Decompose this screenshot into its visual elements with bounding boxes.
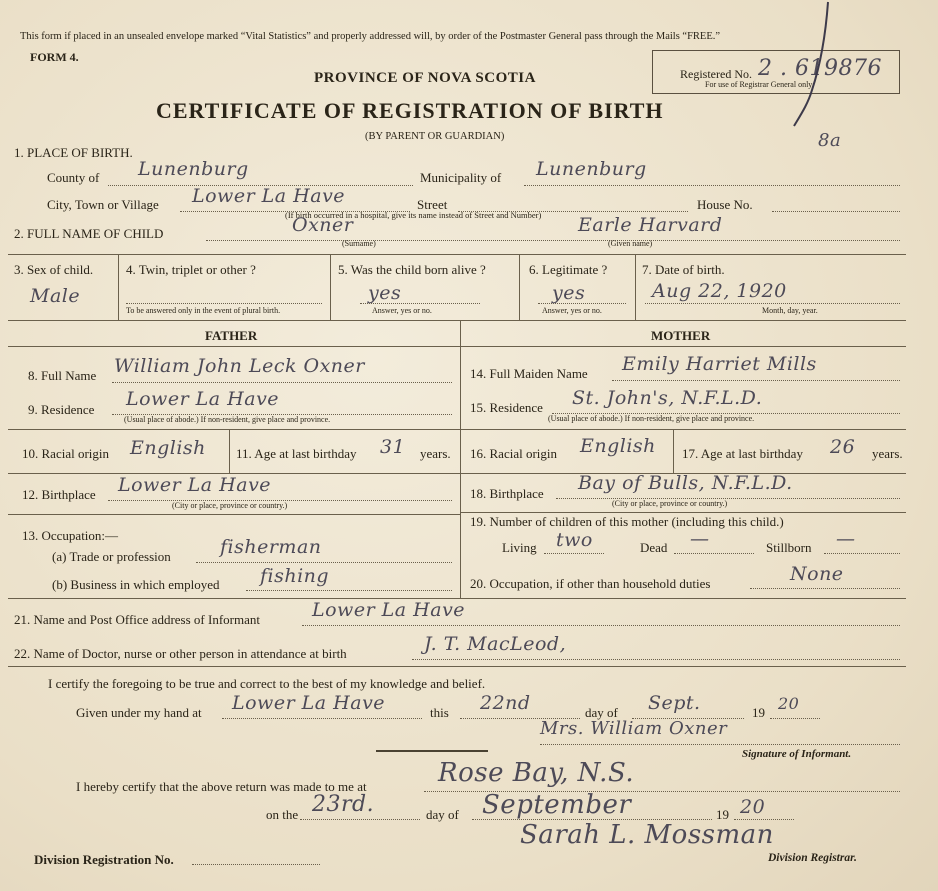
father-name-label: 8. Full Name <box>28 368 97 383</box>
division-registration-label: Division Registration No. <box>34 852 174 867</box>
father-age-value: 31 <box>380 436 406 458</box>
certify-day: 22nd <box>480 692 531 714</box>
child-given-name: Earle Harvard <box>578 214 723 236</box>
registrar-year: 20 <box>740 796 766 818</box>
certify-day-label: day of <box>585 705 618 720</box>
child-name-label: 2. FULL NAME OF CHILD <box>14 226 164 241</box>
living-label: Living <box>502 540 537 555</box>
street-label: Street <box>417 197 448 212</box>
place-heading: 1. PLACE OF BIRTH. <box>14 145 133 160</box>
doctor-value: J. T. MacLeod, <box>424 633 567 655</box>
alive-value: yes <box>368 282 402 304</box>
informant-label: 21. Name and Post Office address of Informant <box>14 612 260 627</box>
province-title: PROVINCE OF NOVA SCOTIA <box>314 70 536 86</box>
father-heading: FATHER <box>205 328 258 343</box>
division-registrar-label: Division Registrar. <box>768 852 857 864</box>
certify-statement: I certify the foregoing to be true and correct to the best of my knowledge and belief. <box>48 676 486 691</box>
mother-name-value: Emily Harriet Mills <box>622 353 817 375</box>
dob-value: Aug 22, 1920 <box>652 280 787 302</box>
father-age-label: 11. Age at last birthday <box>236 446 357 461</box>
twin-label: 4. Twin, triplet or other ? <box>126 262 256 277</box>
registered-number: 2 . 619876 <box>758 56 882 81</box>
mother-birthplace-label: 18. Birthplace <box>470 486 544 501</box>
child-surname: Oxner <box>292 214 354 236</box>
stillborn-label: Stillborn <box>766 540 812 555</box>
mother-birthplace-value: Bay of Bulls, N.F.L.D. <box>578 472 793 494</box>
registrar-signature: Sarah L. Mossman <box>520 820 774 850</box>
registrar-month: September <box>482 790 632 820</box>
mother-residence-label: 15. Residence <box>470 400 543 415</box>
stillborn-value: — <box>836 528 856 550</box>
municipality-label: Municipality of <box>420 170 502 185</box>
registrar-on-label: on the <box>266 807 299 822</box>
father-racial-label: 10. Racial origin <box>22 446 110 461</box>
pen-slash-mark <box>770 0 840 130</box>
sex-label: 3. Sex of child. <box>14 262 94 277</box>
registrar-place: Rose Bay, N.S. <box>438 758 635 788</box>
father-birthplace-label: 12. Birthplace <box>22 487 96 502</box>
given-caption: (Given name) <box>608 239 653 248</box>
form-number: FORM 4. <box>30 50 79 64</box>
postal-notice: This form if placed in an unsealed envelope marked “Vital Statistics” and properly addressed will, by order of the Postmaster General pass through the Mails “FREE.” <box>20 31 721 42</box>
county-label: County of <box>47 170 100 185</box>
certificate-title: CERTIFICATE OF REGISTRATION OF BIRTH <box>156 98 664 123</box>
mother-occupation-value: None <box>790 563 844 585</box>
children-label: 19. Number of children of this mother (including this child.) <box>470 514 784 529</box>
informant-signature-label: Signature of Informant. <box>742 748 852 760</box>
legitimate-label: 6. Legitimate ? <box>529 262 608 277</box>
legitimate-note: Answer, yes or no. <box>542 306 602 315</box>
father-racial-value: English <box>130 437 206 459</box>
mother-racial-value: English <box>580 435 656 457</box>
surname-caption: (Surname) <box>342 239 376 248</box>
registrar-note: For use of Registrar General only. <box>705 80 814 89</box>
registrar-statement: I hereby certify that the above return was made to me at <box>76 779 367 794</box>
registrar-day-label: day of <box>426 807 459 822</box>
mother-age-label: 17. Age at last birthday <box>682 446 803 461</box>
dob-note: Month, day, year. <box>762 306 818 315</box>
hospital-note: (If birth occurred in a hospital, give its name instead of Street and Number) <box>285 210 542 220</box>
county-value: Lunenburg <box>138 158 249 180</box>
certificate-subtitle: (BY PARENT OR GUARDIAN) <box>365 131 505 142</box>
alive-label: 5. Was the child born alive ? <box>338 262 486 277</box>
father-birthplace-value: Lower La Have <box>118 474 272 496</box>
mother-residence-value: St. John's, N.F.L.D. <box>572 387 763 409</box>
informant-value: Lower La Have <box>312 599 466 621</box>
municipality-value: Lunenburg <box>536 158 647 180</box>
father-age-years: years. <box>420 446 451 461</box>
business-label: (b) Business in which employed <box>52 577 220 592</box>
trade-label: (a) Trade or profession <box>52 549 171 564</box>
doctor-label: 22. Name of Doctor, nurse or other person in attendance at birth <box>14 646 347 661</box>
city-label: City, Town or Village <box>47 197 159 212</box>
mother-birthplace-note: (City or place, province or country.) <box>612 499 728 508</box>
registered-label: Registered No. <box>680 67 752 81</box>
corner-mark: 8a <box>818 130 842 151</box>
registrar-day: 23rd. <box>312 792 375 817</box>
father-name-value: William John Leck Oxner <box>114 355 365 377</box>
dob-label: 7. Date of birth. <box>642 262 725 277</box>
mother-residence-note: (Usual place of abode.) If non-resident, give place and province. <box>548 414 755 423</box>
mother-racial-label: 16. Racial origin <box>470 446 558 461</box>
certify-year-prefix: 19 <box>752 705 765 720</box>
given-label: Given under my hand at <box>76 705 202 720</box>
registrar-year-prefix: 19 <box>716 807 729 822</box>
dead-label: Dead <box>640 540 668 555</box>
father-residence-value: Lower La Have <box>126 388 280 410</box>
mother-age-years: years. <box>872 446 903 461</box>
city-value: Lower La Have <box>192 185 346 207</box>
legitimate-value: yes <box>552 282 586 304</box>
given-place: Lower La Have <box>232 692 386 714</box>
trade-value: fisherman <box>220 536 322 558</box>
mother-heading: MOTHER <box>651 328 711 343</box>
occupation-label: 13. Occupation:— <box>22 528 119 543</box>
living-value: two <box>556 529 593 551</box>
mother-name-label: 14. Full Maiden Name <box>470 366 588 381</box>
business-value: fishing <box>260 565 330 587</box>
dead-value: — <box>690 528 710 550</box>
father-birthplace-note: (City or place, province or country.) <box>172 501 288 510</box>
certify-month: Sept. <box>648 692 701 714</box>
informant-signature: Mrs. William Oxner <box>540 718 728 739</box>
alive-note: Answer, yes or no. <box>372 306 432 315</box>
certify-year: 20 <box>778 694 800 713</box>
father-residence-note: (Usual place of abode.) If non-resident, give place and province. <box>124 415 331 424</box>
mother-occupation-label: 20. Occupation, if other than household duties <box>470 576 711 591</box>
mother-age-value: 26 <box>830 436 856 458</box>
house-label: House No. <box>697 197 753 212</box>
twin-note: To be answered only in the event of plural birth. <box>126 306 281 315</box>
this-label: this <box>430 705 449 720</box>
father-residence-label: 9. Residence <box>28 402 95 417</box>
sex-value: Male <box>30 285 81 307</box>
